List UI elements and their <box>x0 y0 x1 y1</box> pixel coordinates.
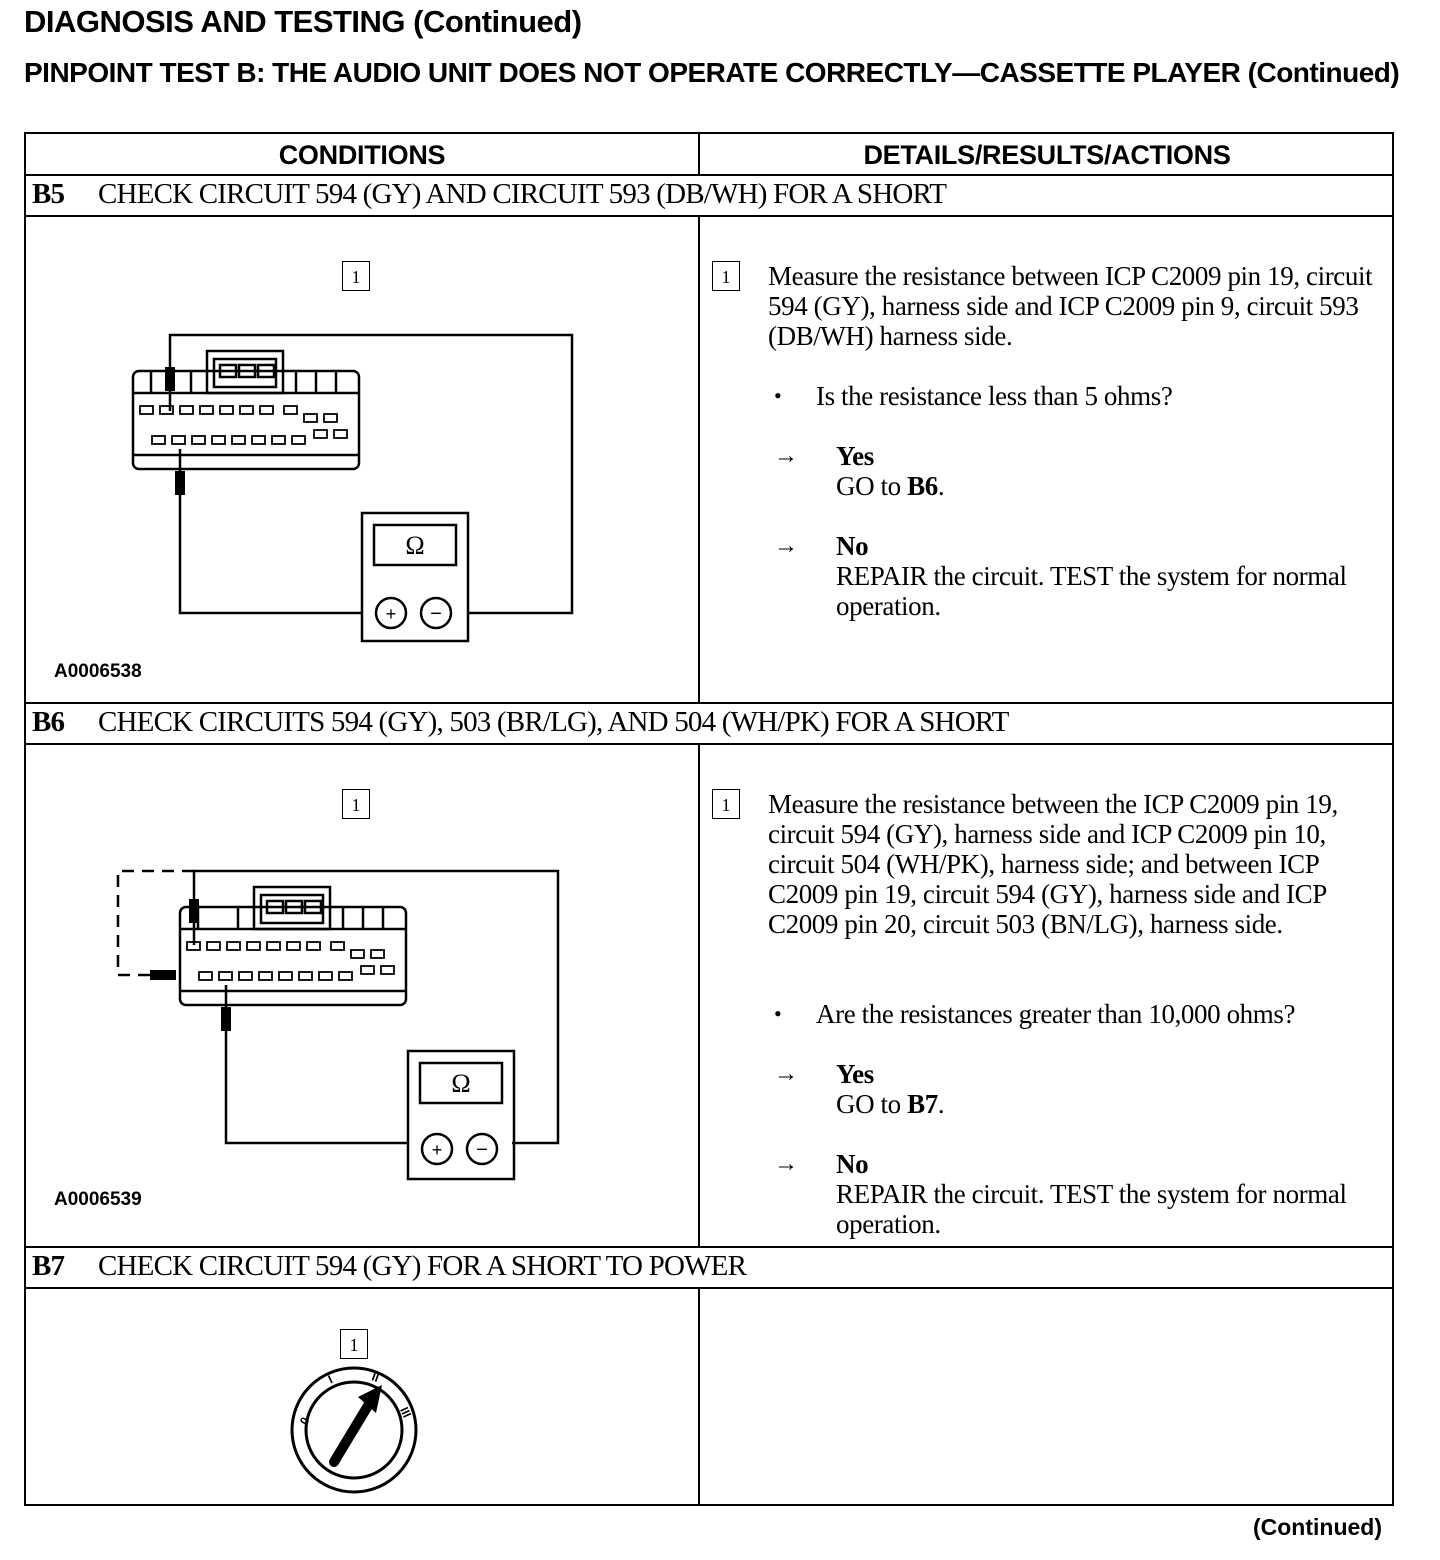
step-title: CHECK CIRCUIT 594 (GY) AND CIRCUIT 593 (DB/WH) FOR A SHORT <box>98 178 947 210</box>
step-title: CHECK CIRCUIT 594 (GY) FOR A SHORT TO POWER <box>98 1250 747 1282</box>
arrow-icon: → <box>774 443 798 469</box>
step-number-box: 1 <box>340 1329 368 1359</box>
instruction-text: Measure the resistance between ICP C2009 pin 19, circuit 594 (GY), harness side and ICP C2009 pin 9, circuit 593 (DB/WH) harness side. <box>768 261 1373 351</box>
question-text: Is the resistance less than 5 ohms? <box>816 381 1173 411</box>
figure-id: A0006538 <box>54 661 142 682</box>
b5-conditions-cell <box>26 217 698 702</box>
probe-icons <box>165 367 185 495</box>
row-divider <box>26 702 1392 704</box>
bullet: • <box>774 1001 782 1026</box>
yes-action-suffix: . <box>937 1089 945 1119</box>
column-header-details: DETAILS/RESULTS/ACTIONS <box>863 140 1231 170</box>
no-result <box>836 531 1376 621</box>
figure-id: A0006539 <box>54 1189 142 1210</box>
pinpoint-test-table <box>24 132 1394 1506</box>
question-text: Are the resistances greater than 10,000 ohms? <box>816 999 1296 1029</box>
step-id: B7 <box>32 1250 65 1282</box>
step-header-b6 <box>32 706 1009 739</box>
minus-terminal: − <box>476 1139 488 1161</box>
plus-terminal: + <box>385 604 397 624</box>
step-header-b7 <box>32 1250 746 1283</box>
row-divider <box>26 174 1392 176</box>
step-id: B5 <box>32 178 65 210</box>
ignition-position-off: 0 <box>296 1414 313 1428</box>
ignition-position-run: II <box>369 1369 381 1385</box>
test-leads <box>194 871 558 1143</box>
no-label: No <box>836 1149 869 1179</box>
b6-conditions-cell <box>26 745 698 1246</box>
yes-label: Yes <box>836 441 874 471</box>
arrow-icon: → <box>774 533 798 559</box>
jumper-lead <box>118 871 194 975</box>
b7-details-cell <box>700 1289 1394 1504</box>
step-title: CHECK CIRCUITS 594 (GY), 503 (BR/LG), AND 504 (WH/PK) FOR A SHORT <box>98 706 1009 738</box>
minus-terminal: − <box>430 603 442 625</box>
connector-icon <box>180 887 406 1005</box>
connector-pins <box>187 942 394 980</box>
yes-label: Yes <box>836 1059 874 1089</box>
b5-ohmmeter-diagram <box>26 217 698 702</box>
b6-ohmmeter-diagram <box>26 745 698 1246</box>
yes-action-suffix: . <box>937 471 945 501</box>
step-header-b5 <box>32 178 946 211</box>
step-number-box: 1 <box>342 789 370 819</box>
column-header-conditions: CONDITIONS <box>278 140 446 170</box>
instruction-text: Measure the resistance between the ICP C2009 pin 19, circuit 594 (GY), harness side and ICP C2009 pin 10, circuit 504 (WH/PK), harness side; and between ICP C2009 pin 19, circuit 594 (GY), harness side and ICP C2009 pin 20, circuit 503 (BN/LG), harness side. <box>768 789 1338 939</box>
no-label: No <box>836 531 869 561</box>
step-number-box: 1 <box>342 261 370 291</box>
step-number-box: 1 <box>712 789 740 819</box>
step-number-box: 1 <box>712 261 740 291</box>
no-action: REPAIR the circuit. TEST the system for normal operation. <box>836 561 1347 621</box>
step-id: B6 <box>32 706 65 738</box>
plus-terminal: + <box>431 1140 443 1160</box>
yes-action-prefix: GO to <box>836 1089 908 1119</box>
b5-details-cell <box>700 217 1394 702</box>
yes-action-target: B7 <box>907 1089 938 1119</box>
row-divider <box>26 1246 1392 1248</box>
ignition-position-start: III <box>397 1404 415 1420</box>
continued-label: (Continued) <box>1252 1514 1382 1540</box>
b7-conditions-cell <box>26 1289 698 1504</box>
yes-result <box>836 441 1376 501</box>
pinpoint-test-title: PINPOINT TEST B: THE AUDIO UNIT DOES NOT OPERATE CORRECTLY—CASSETTE PLAYER (Continued) <box>24 57 1400 88</box>
yes-action-prefix: GO to <box>836 471 908 501</box>
ohm-symbol: Ω <box>451 1069 471 1098</box>
bullet: • <box>774 383 782 408</box>
page-title: DIAGNOSIS AND TESTING (Continued) <box>24 4 582 39</box>
yes-action-target: B6 <box>907 471 938 501</box>
yes-result <box>836 1059 1376 1119</box>
no-action: REPAIR the circuit. TEST the system for normal operation. <box>836 1179 1347 1239</box>
ohm-symbol: Ω <box>405 531 425 560</box>
probe-icons <box>150 899 231 1031</box>
ignition-switch-icon <box>26 1289 698 1504</box>
column-divider <box>698 134 700 174</box>
arrow-icon: → <box>774 1061 798 1087</box>
connector-pins <box>140 406 347 444</box>
arrow-icon: → <box>774 1151 798 1177</box>
ignition-position-accessory: I <box>325 1372 335 1387</box>
b6-details-cell <box>700 745 1394 1246</box>
no-result <box>836 1149 1376 1239</box>
